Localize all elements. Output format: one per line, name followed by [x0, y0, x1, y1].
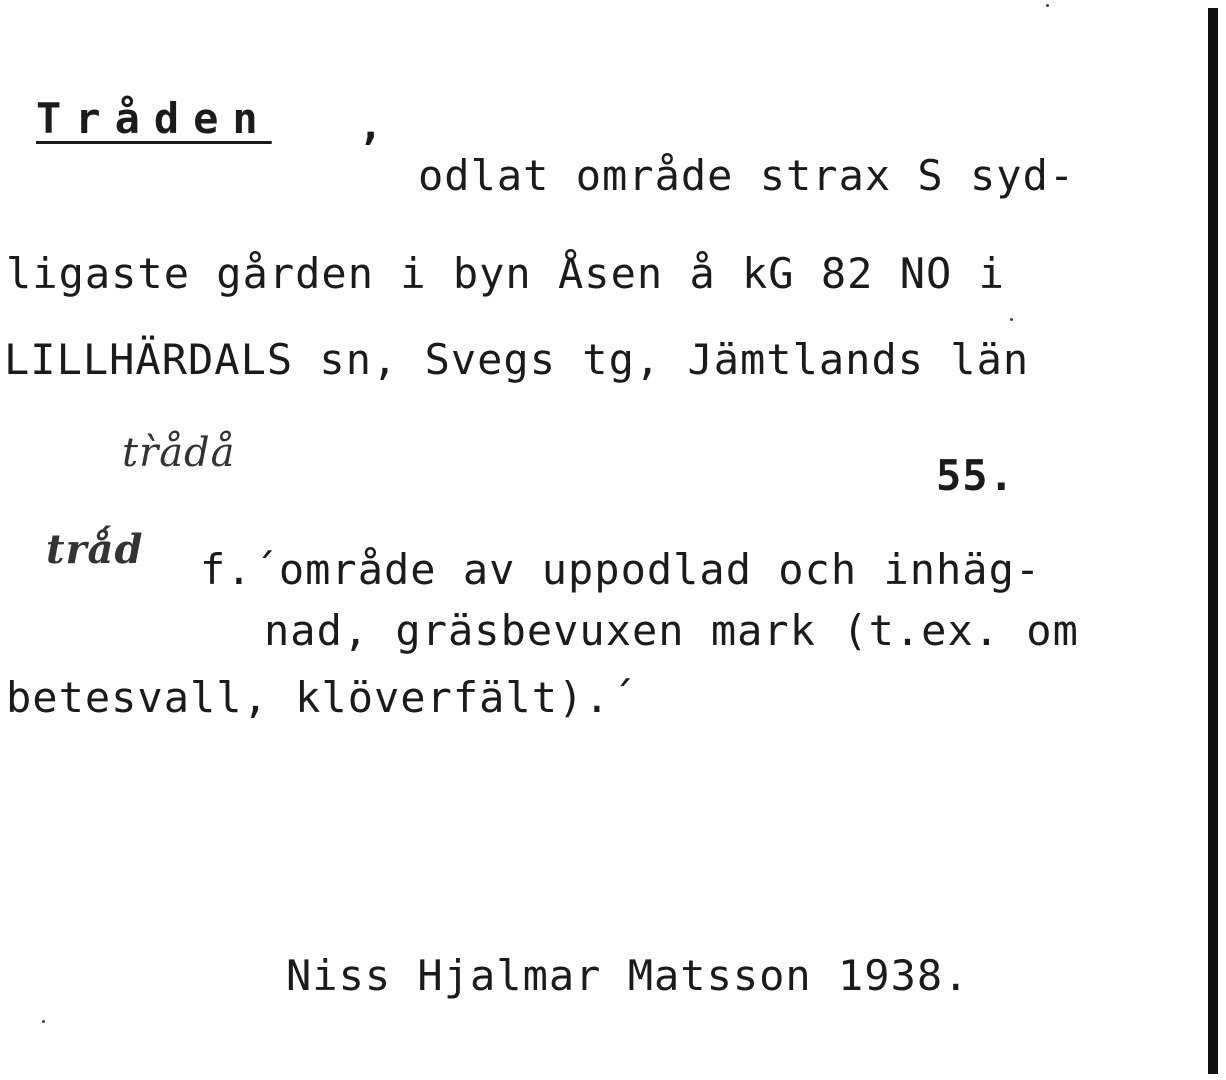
ink-speck	[42, 1020, 45, 1023]
definition-line-1: f.´område av uppodlad och inhäg-	[200, 545, 1042, 594]
headword: Tråden	[36, 94, 272, 143]
ink-speck	[1046, 4, 1049, 7]
collector-signature: Niss Hjalmar Matsson 1938.	[286, 951, 970, 1000]
ink-speck	[1010, 318, 1013, 321]
page-number: 55.	[936, 451, 1015, 500]
definition-line-3: betesvall, klöverfält).´	[6, 673, 637, 722]
headword-comma: ,	[358, 100, 384, 149]
location-line-2: ligaste gården i byn Åsen å kG 82 NO i	[6, 249, 1005, 298]
location-line-1: odlat område strax S syd-	[418, 151, 1076, 200]
card-edge-line	[1208, 8, 1218, 1074]
location-line-3: LILLHÄRDALS sn, Svegs tg, Jämtlands län	[4, 335, 1030, 384]
handwritten-pronunciation-1: tr̀ådå	[122, 430, 236, 476]
handwritten-pronunciation-2: trǻd	[46, 526, 144, 573]
definition-line-2: nad, gräsbevuxen mark (t.ex. om	[264, 606, 1079, 655]
